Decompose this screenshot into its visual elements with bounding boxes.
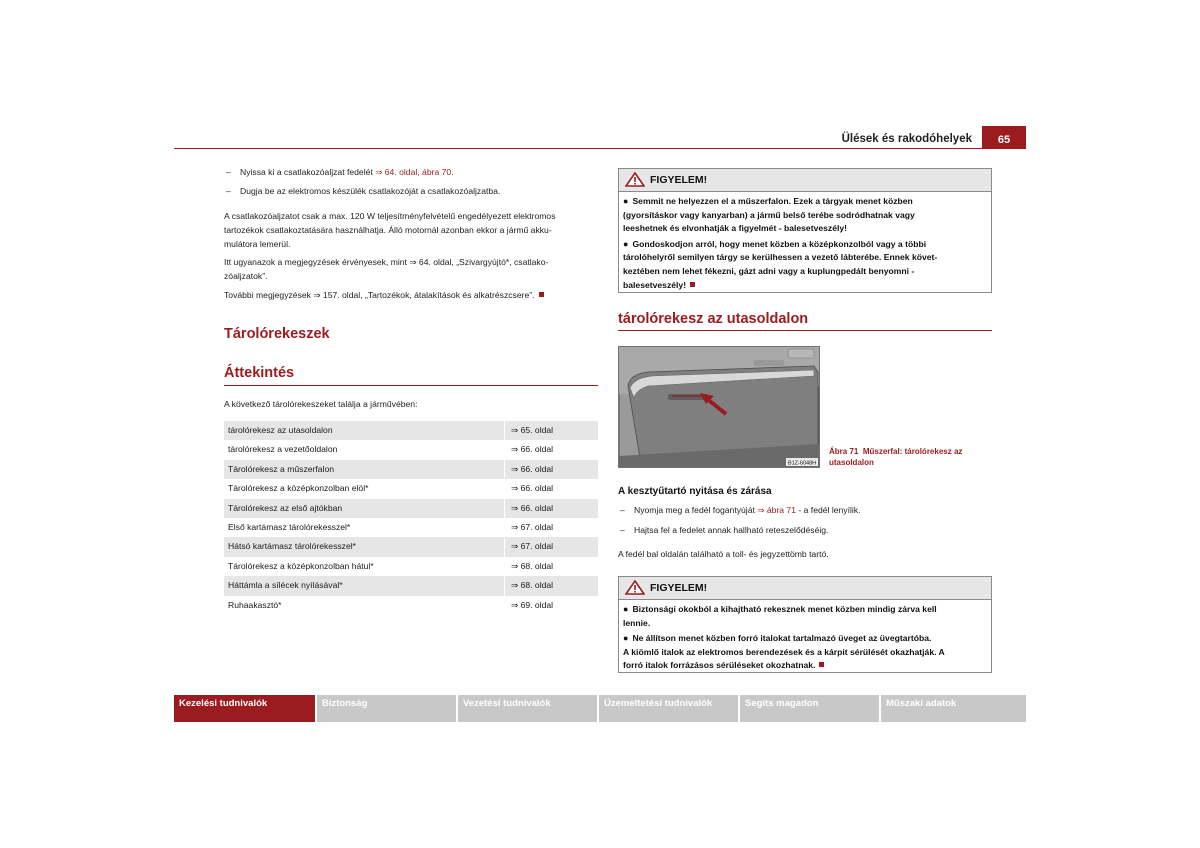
compartment-name: Hátsó kartámasz tárolórekesszel* [228,541,356,552]
warning-line: leeshetnek és elvonhatják a figyelmét - balesetveszély! [623,223,848,234]
table-row[interactable] [224,440,598,459]
intro-text: A következő tárolórekeszeket találja a járművében: [224,399,418,409]
page-reference[interactable]: ⇒ 67. oldal [511,521,554,532]
figure-caption-text: Műszerfal: tárolórekesz az [862,447,963,456]
paragraph-line: A csatlakozóaljzatot csak a max. 120 W teljesítményfelvételű engedélyezett elektromos [224,211,556,221]
step-text-end: . [451,167,454,177]
page-number: 65 [982,126,1026,148]
compartment-name: tárolórekesz a vezetőoldalon [228,444,338,455]
table-row[interactable] [224,537,598,556]
warning-line: Ne állítson menet közben forró italokat tartalmazó üveget az üvegtartóba. [632,633,932,644]
warning-title: FIGYELEM! [650,582,708,594]
warning-title: FIGYELEM! [650,174,708,186]
table-row[interactable] [224,479,598,498]
page-reference[interactable]: ⇒ 65. oldal [511,425,554,435]
paragraph-pen-holder: A fedél bal oldalán található a toll- és jegyzettömb tartó. [618,549,829,559]
nav-tab-kezelesi[interactable]: Kezelési tudnivalók [174,695,315,722]
procedure-heading: A kesztyűtartó nyitása és zárása [618,486,772,497]
page-reference[interactable]: ⇒ 69. oldal [511,599,554,610]
dash: – [620,505,625,515]
warning-line: keztében nem lehet fékezni, gázt adni vagy a kuplungpedált benyomni - [623,265,915,276]
column-divider [504,421,505,440]
warning-body [619,192,991,296]
bullet-icon: ● [623,196,629,206]
section-heading: Tárolórekeszek [224,326,330,342]
warning-triangle-icon [625,580,645,595]
nav-tab-muszaki[interactable]: Műszaki adatok [881,695,1026,722]
column-divider [504,537,505,556]
warning-line: Gondoskodjon arról, hogy menet közben a középkonzolból vagy a többi [632,238,927,249]
paragraph-line: zóaljzatok”. [224,271,268,281]
nav-tab-segits[interactable]: Segíts magadon [740,695,879,722]
bullet-icon: ● [623,633,629,644]
warning-bullet [623,238,987,292]
page-reference[interactable]: ⇒ 67. oldal [511,541,554,552]
compartment-name: Ruhaakasztó* [228,599,282,610]
compartment-name: Első kartámasz tárolórekesszel* [228,521,351,532]
page-reference[interactable]: ⇒ 66. oldal [511,444,554,455]
warning-line: forró italok forrázásos sérüléseket okozhatnak. [623,660,816,671]
compartment-name: Háttámla a sílécek nyílásával* [228,580,343,591]
page-reference[interactable]: ⇒ 66. oldal [511,483,554,494]
paragraph-same-notes [224,255,600,283]
figure-label: Ábra 71 [829,447,859,456]
step-text: Hajtsa fel a fedelet annak hallható reteszelődéséig. [634,525,829,535]
nav-tab-uzemeltetesi[interactable]: Üzemeltetési tudnivalók [599,695,738,722]
warning-line: Semmit ne helyezzen el a műszerfalon. Ezek a tárgyak menet közben [632,196,913,206]
dash: – [620,525,625,535]
paragraph-line: mulátora lemerül. [224,239,291,249]
bullet-icon: ● [623,238,629,249]
dash: – [226,186,231,196]
paragraph-power-limit [224,209,600,251]
warning-box-glovebox [618,576,992,673]
warning-header [619,577,991,600]
step-text: Nyissa ki a csatlakozóaljzat fedelét [240,167,376,177]
warning-line: lennie. [623,617,651,628]
compartment-name: Tárolórekesz a középkonzolban elöl* [228,483,369,494]
warning-triangle-icon [625,172,645,187]
compartment-name: Tárolórekesz a műszerfalon [228,463,335,474]
warning-header [619,169,991,192]
table-row[interactable] [224,596,598,615]
compartment-name: Tárolórekesz a középkonzolban hátul* [228,560,374,571]
column-divider [504,499,505,518]
paragraph-line: tartozékok csatlakoztatására használhatja. Álló motornál azonban ekkor a jármű akku- [224,225,552,235]
step-text-end: - a fedél lenyílik. [796,505,861,515]
warning-line: balesetveszély! [623,279,687,290]
figure-caption [829,446,989,468]
figure-code: B1Z-6048H [788,460,817,467]
page-reference[interactable]: ⇒ 68. oldal [511,560,554,571]
compartment-table [224,421,598,615]
end-of-section-icon [690,282,695,287]
column-divider [504,460,505,479]
page-reference[interactable]: ⇒ 66. oldal [511,502,554,513]
paragraph-further-notes [224,288,600,302]
figure-caption-text-2: utasoldalon [829,458,874,467]
running-header-title: Ülések és rakodóhelyek [841,133,972,145]
header-rule [174,148,1026,149]
compartment-name: Tárolórekesz az első ajtókban [228,502,343,513]
chapter-navigation [174,695,1026,722]
table-row[interactable] [224,518,598,537]
nav-tab-biztonsag[interactable]: Biztonság [317,695,456,722]
warning-line: tárolóhelyről semilyen tárgy se kerülhessen a vezető lábterébe. Ennek követ- [623,252,938,263]
end-of-section-icon [819,662,824,667]
table-row[interactable] [224,421,598,440]
step-text: Nyomja meg a fedél fogantyúját [634,505,758,515]
arrow-icon: ⇒ [375,167,383,177]
compartment-name: tárolórekesz az utasoldalon [228,425,333,435]
nav-tab-vezetesi[interactable]: Vezetési tudnivalók [458,695,597,722]
warning-line: (gyorsításkor vagy kanyarban) a jármű belső terébe sodródhatnak vagy [623,209,915,220]
column-divider [504,576,505,595]
warning-line: Biztonsági okokból a kihajtható rekesznek menet közben mindig zárva kell [632,604,937,614]
dash: – [226,167,231,177]
table-row[interactable] [224,557,598,576]
paragraph-line: Itt ugyanazok a megjegyzések érvényesek, mint ⇒ 64. oldal, „Szivargyújtó*, csatlako- [224,257,549,267]
warning-bullet [623,195,987,236]
page-reference[interactable]: ⇒ 66. oldal [511,463,554,474]
bullet-icon: ● [623,604,629,614]
glovebox-illustration [618,346,820,468]
table-row[interactable] [224,460,598,479]
section-heading: tárolórekesz az utasoldalon [618,311,809,327]
warning-line: A kiömlő italok az elektromos berendezések és a kárpit sérülését okazhatják. A [623,646,945,657]
page-reference[interactable]: ⇒ 68. oldal [511,580,554,591]
table-row[interactable] [224,499,598,518]
cross-reference-link[interactable]: 64. oldal, ábra 70 [384,167,452,177]
heading-rule [618,330,992,331]
warning-box-dashboard [618,168,992,293]
end-of-section-icon [539,292,544,297]
warning-bullet [623,603,987,630]
table-row[interactable] [224,576,598,595]
subsection-heading: Áttekintés [224,365,295,381]
heading-rule [224,385,598,386]
cross-reference-link[interactable]: ábra 71 [766,505,796,515]
paragraph-line: További megjegyzések ⇒ 157. oldal, „Tartozékok, átalakítások és alkatrészcsere”. [224,290,535,300]
arrow-icon: ⇒ [757,505,765,515]
step-text: Dugja be az elektromos készülék csatlakozóját a csatlakozóaljzatba. [240,186,501,196]
warning-bullet [623,632,987,673]
warning-body [619,600,991,677]
